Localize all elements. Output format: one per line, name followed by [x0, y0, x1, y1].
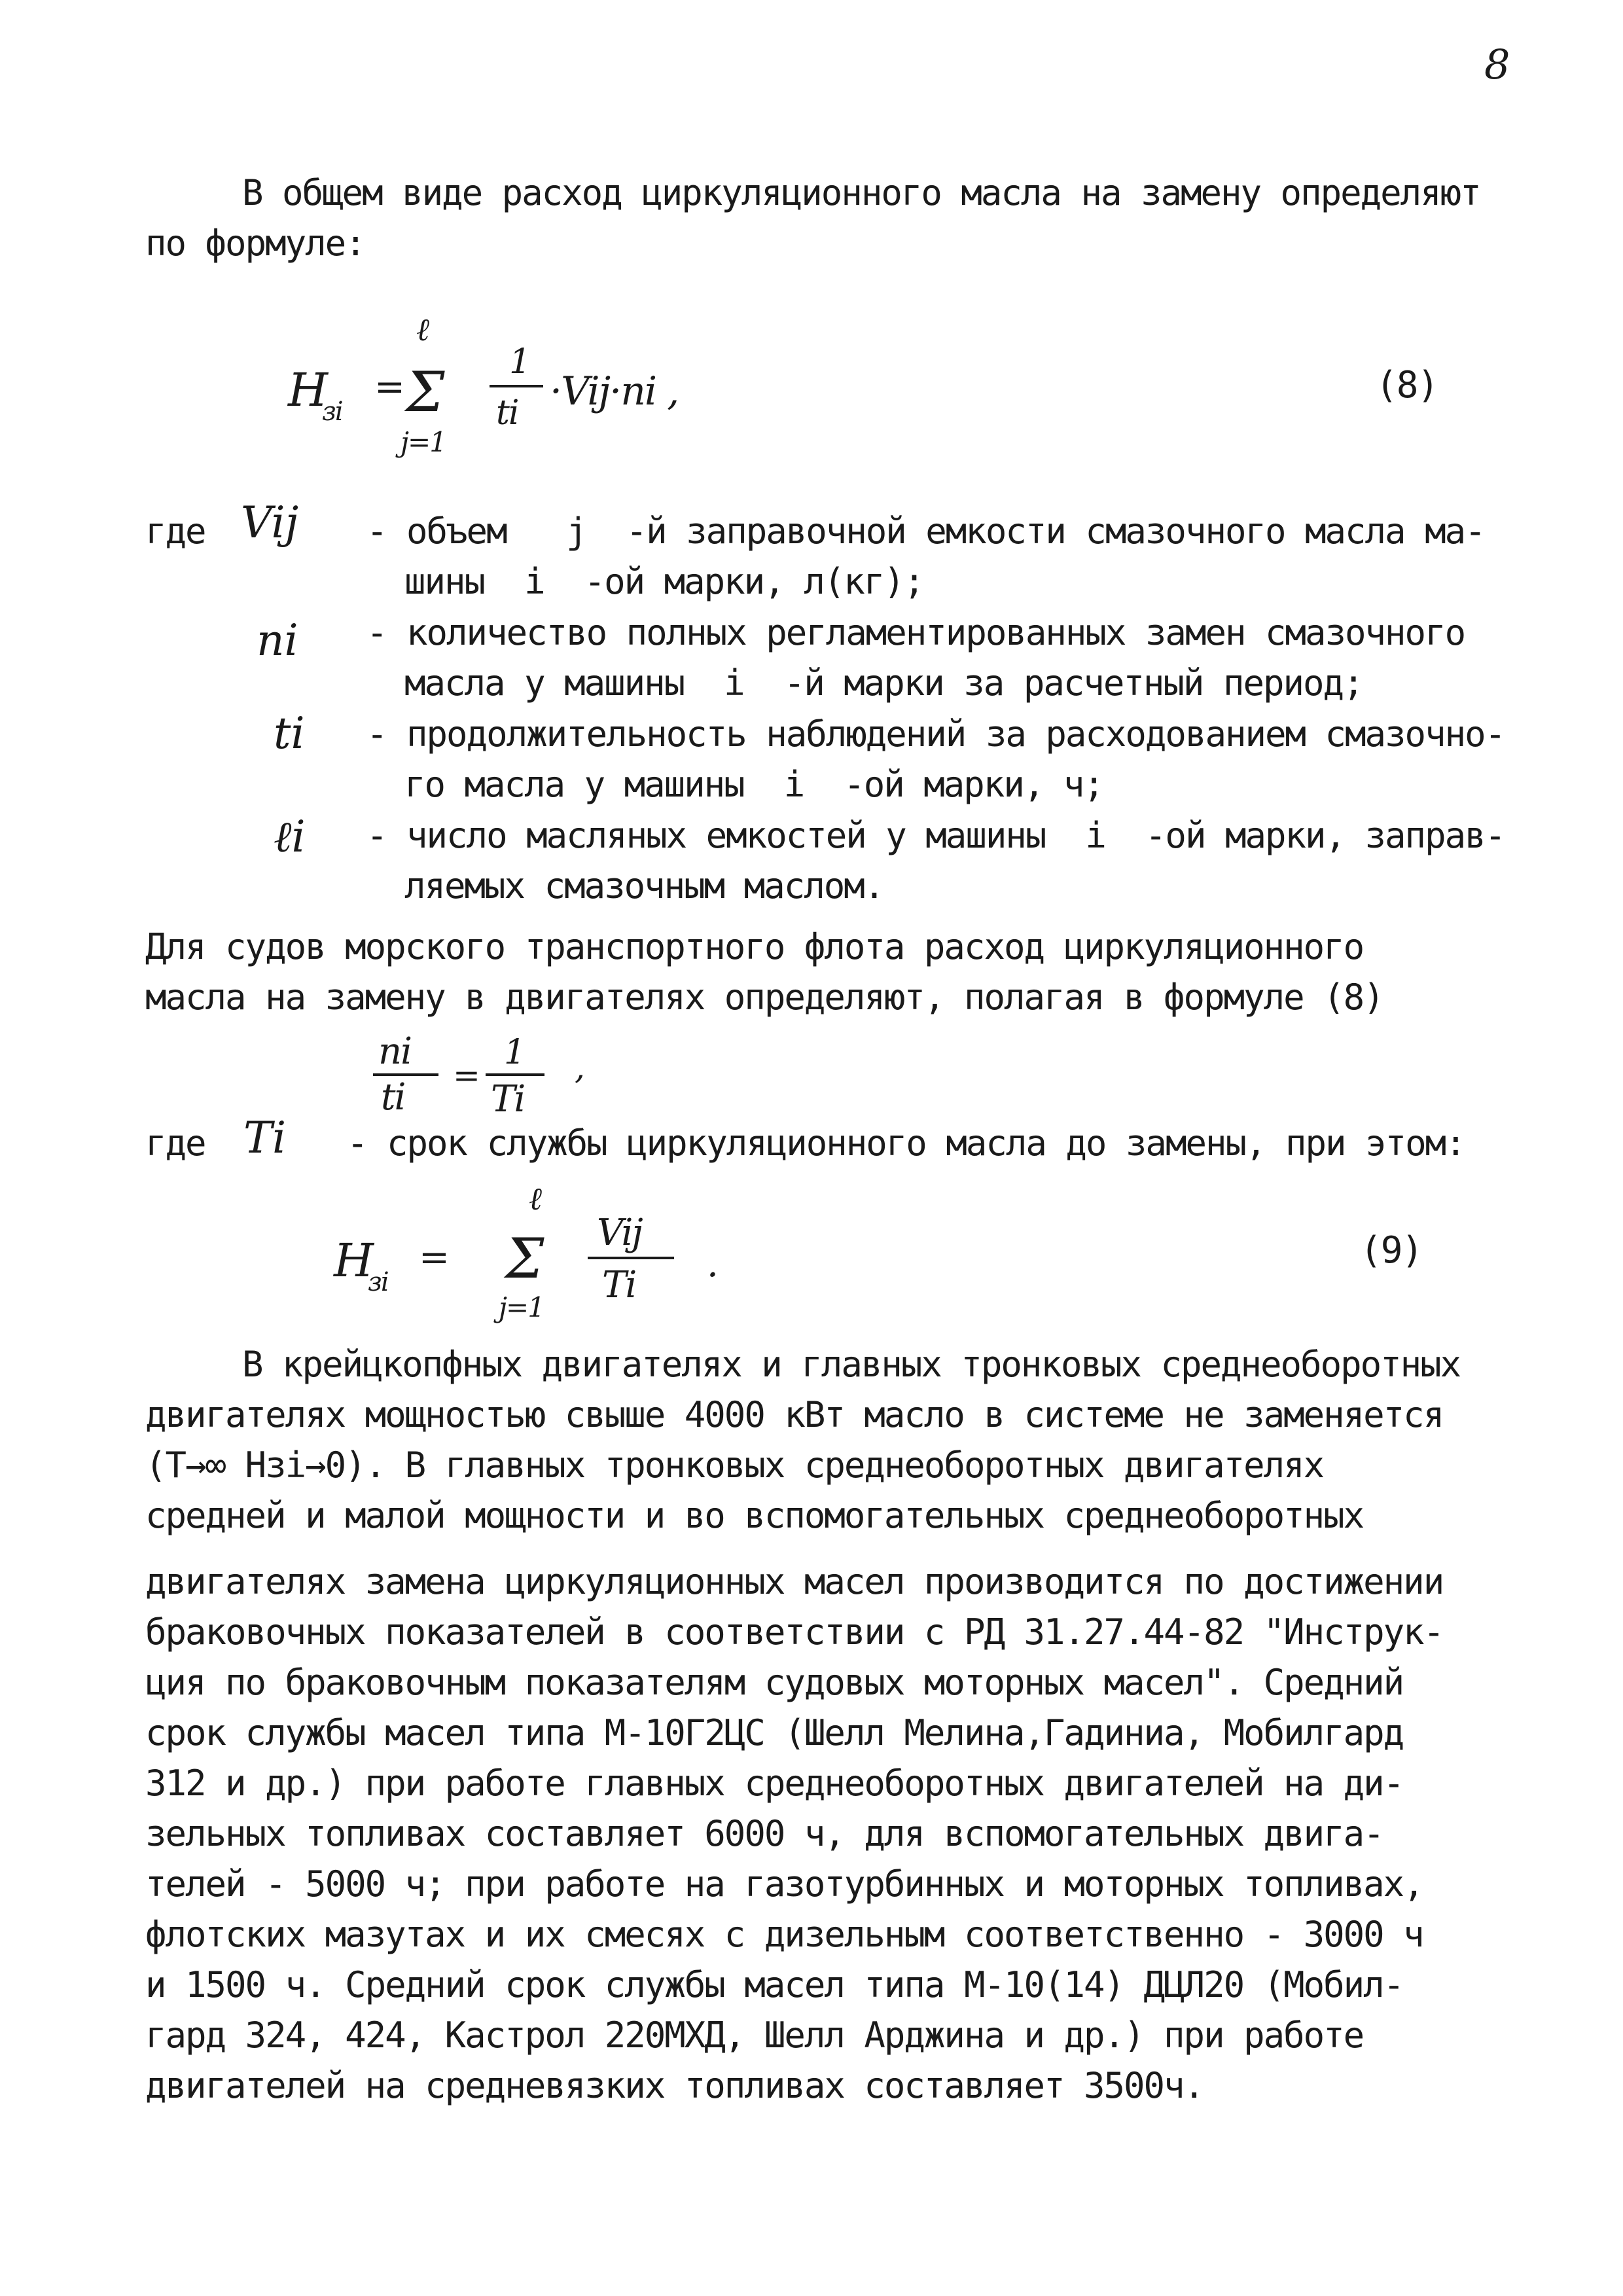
- para2-line-10: гард 324, 424, Кастрол 220МХД, Шелл Арджина и др.) при работе: [145, 2015, 1364, 2056]
- definition-ti-line-1: - продолжительность наблюдений за расходованием смазочно-: [366, 713, 1505, 755]
- definition-li-line-1: - число масляных емкостей у машины i -ой марки, заправ-: [366, 815, 1505, 856]
- formula-8-sum-top: ℓ: [416, 312, 428, 348]
- formula-9-eq: =: [419, 1236, 448, 1279]
- formula-9-sum-bottom: j=1: [499, 1291, 544, 1323]
- para2-line-2: браковочных показателей в соответствии с РД 31.27.44-82 "Инструк-: [145, 1611, 1444, 1653]
- formula-8: [288, 308, 877, 478]
- fleet-line-1: Для судов морского транспортного флота расход циркуляционного: [145, 926, 1364, 967]
- intro-line-2: по формуле:: [145, 223, 365, 264]
- formula-8-frac-den: ti: [496, 393, 518, 433]
- ratio-num-1: ni: [378, 1030, 411, 1073]
- symbol-Ti: Ti: [243, 1113, 287, 1163]
- formula-8-sigma: Σ: [406, 360, 444, 424]
- para2-line-7: телей - 5000 ч; при работе на газотурбинных и моторных топливах,: [145, 1863, 1423, 1905]
- para1-line-4: средней и малой мощности и во вспомогательных среднеоборотных: [145, 1495, 1364, 1536]
- definitions-lead: где: [145, 511, 205, 552]
- para1-line-2: двигателях мощностью свыше 4000 кВт масло в системе не заменяется: [145, 1394, 1444, 1435]
- formula-9-frac-den: Ti: [602, 1264, 636, 1306]
- ratio-comma: ,: [575, 1049, 584, 1086]
- formula-8-tail: ·Vij·ni ,: [550, 368, 679, 414]
- ratio-eq: =: [453, 1056, 479, 1094]
- para2-line-4: срок службы масел типа М-10Г2ЦС (Шелл Мелина,Гадиниа, Мобилгард: [145, 1712, 1404, 1753]
- para2-line-8: флотских мазутах и их смесях с дизельным соответственно - 3000 ч: [145, 1914, 1423, 1955]
- ratio-num-2: 1: [504, 1033, 525, 1072]
- equation-number-8: (8): [1376, 364, 1438, 406]
- para2-line-6: зельных топливах составляет 6000 ч, для вспомогательных двига-: [145, 1813, 1383, 1854]
- equation-number-9: (9): [1360, 1229, 1423, 1272]
- fleet-line-2: масла на замену в двигателях определяют, полагая в формуле (8): [145, 977, 1383, 1018]
- para2-line-11: двигателей на средневязких топливах составляет 3500ч.: [145, 2065, 1204, 2106]
- formula-8-sum-bottom: j=1: [401, 426, 446, 458]
- definition-ni-line-1: - количество полных регламентированных замен смазочного: [366, 612, 1465, 653]
- ratio-den-1: ti: [381, 1076, 405, 1119]
- definition-vij-line-2: шины i -ой марки, л(кг);: [404, 561, 924, 602]
- formula-8-lhs: H: [288, 363, 327, 417]
- page-number: 8: [1484, 41, 1510, 88]
- formula-9-lhs-sub: зi: [368, 1267, 388, 1297]
- para1-line-3: (T→∞ Hзi→0). В главных тронковых среднеоборотных двигателях: [145, 1444, 1324, 1486]
- symbol-ti: ti: [274, 708, 305, 759]
- symbol-li: ℓi: [274, 812, 306, 862]
- service-lead: где: [145, 1122, 205, 1164]
- ratio-den-2: Ti: [491, 1078, 525, 1121]
- formula-8-frac-num: 1: [509, 342, 530, 382]
- formula-9-sigma: Σ: [505, 1227, 543, 1291]
- ratio-formula: [366, 1028, 628, 1132]
- definition-li-line-2: ляемых смазочным маслом.: [404, 865, 884, 906]
- formula-9-lhs: H: [334, 1234, 373, 1287]
- formula-8-eq: =: [374, 366, 404, 408]
- definition-ni-line-2: масла у машины i -й марки за расчетный период;: [404, 662, 1363, 704]
- definition-vij-line-1: - объем j -й заправочной емкости смазочного масла ма-: [366, 511, 1485, 552]
- para2-line-3: ция по браковочным показателям судовых моторных масел". Средний: [145, 1662, 1404, 1703]
- formula-9-frac-num: Vij: [597, 1211, 642, 1254]
- formula-9-tail: .: [707, 1243, 717, 1285]
- service-text: - срок службы циркуляционного масла до замены, при этом:: [347, 1122, 1465, 1164]
- para2-line-1: двигателях замена циркуляционных масел производится по достижении: [145, 1561, 1444, 1602]
- formula-9-sum-top: ℓ: [529, 1181, 541, 1217]
- formula-9: [334, 1178, 792, 1329]
- definition-ti-line-2: го масла у машины i -ой марки, ч;: [404, 764, 1103, 805]
- symbol-ni: ni: [257, 615, 298, 666]
- para1-line-1: В крейцкопфных двигателях и главных тронковых среднеоборотных: [242, 1344, 1461, 1385]
- para2-line-5: 312 и др.) при работе главных среднеоборотных двигателей на ди-: [145, 1763, 1404, 1804]
- intro-line-1: В общем виде расход циркуляционного масла на замену определяют: [242, 172, 1480, 213]
- symbol-vij: Vij: [241, 497, 299, 548]
- formula-8-lhs-sub: зi: [322, 397, 342, 427]
- para2-line-9: и 1500 ч. Средний срок службы масел типа М-10(14) ДЦЛ20 (Мобил-: [145, 1964, 1404, 2005]
